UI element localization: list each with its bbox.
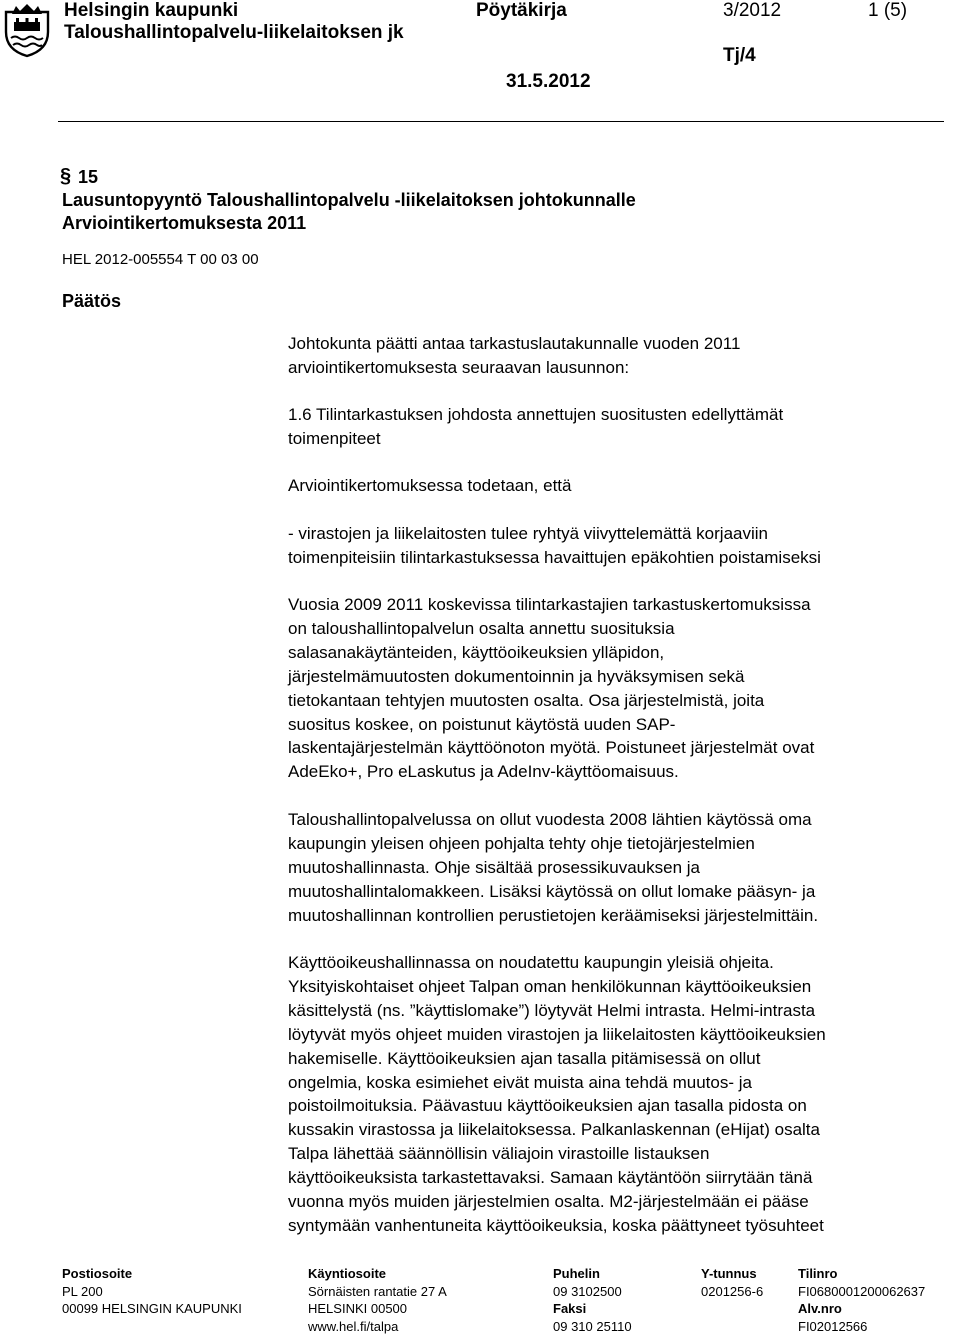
paragraph-1: [288, 593, 814, 784]
text-line: Yksityiskohtaiset ohjeet Talpan oman henkilökunnan käyttöoikeuksien: [288, 975, 826, 999]
text-line: kaupungin yleisen ohjeen pohjalta tehty ohje tietojärjestelmien: [288, 832, 818, 856]
footer-label: Käyntiosoite: [308, 1265, 447, 1283]
paragraph-2: [288, 808, 818, 928]
footer-value: 0201256-6: [701, 1283, 763, 1301]
footer-website-link[interactable]: www.hel.fi/talpa: [308, 1318, 447, 1335]
text-line: kussakin virastossa ja liikelaitoksessa. Palkanlaskennan (eHijat) osalta: [288, 1118, 826, 1142]
case-id: HEL 2012-005554 T 00 03 00: [62, 248, 259, 272]
text-line: poistoilmoituksia. Päävastuu käyttöoikeuksien ajan tasalla pidosta on: [288, 1094, 826, 1118]
footer-label: Alv.nro: [798, 1300, 925, 1318]
org-name: Helsingin kaupunki: [64, 0, 238, 22]
footer-account: [798, 1265, 925, 1335]
header-divider: [58, 121, 944, 122]
footer-value: Sörnäisten rantatie 27 A: [308, 1283, 447, 1301]
svg-text:§: §: [60, 165, 71, 186]
text-line: muutoshallinnan kontrollien perustietojen keräämiseksi järjestelmittäin.: [288, 904, 818, 928]
text-line: toimenpiteisiin tilintarkastuksessa havaittujen epäkohtien poistamiseksi: [288, 546, 821, 570]
text-line: 1.6 Tilintarkastuksen johdosta annettujen suositusten edellyttämät: [288, 403, 783, 427]
text-line: vuonna myös muiden järjestelmien osalta. M2-järjestelmään ei pääse: [288, 1190, 826, 1214]
text-line: muutoshallintalomakkeen. Lisäksi käytössä on ollut lomake pääsyn- ja: [288, 880, 818, 904]
footer-phone: [553, 1265, 632, 1335]
text-line: Johtokunta päätti antaa tarkastuslautakunnalle vuoden 2011: [288, 332, 740, 356]
text-line: syntymään vanhentuneita käyttöoikeuksia, koska päättyneet työsuhteet: [288, 1214, 826, 1238]
text-line: käyttöoikeuksista tarkastettavaksi. Samaan käytäntöön siirrytään tänä: [288, 1166, 826, 1190]
section-title-line2: Arviointikertomuksesta 2011: [62, 211, 306, 235]
text-line: löytyvät myös ohjeet muiden virastojen ja liikelaitosten käyttöoikeuksien: [288, 1023, 826, 1047]
footer-value: PL 200: [62, 1283, 242, 1301]
paragraph-3: [288, 951, 826, 1238]
text-line: - virastojen ja liikelaitosten tulee ryhtyä viivyttelemättä korjaaviin: [288, 522, 821, 546]
intro-paragraph: [288, 332, 740, 380]
text-line: tietokantaan tehtyjen muutosten osalta. Osa järjestelmistä, joita: [288, 689, 814, 713]
footer-label: Puhelin: [553, 1265, 632, 1283]
helsinki-crest-logo: [2, 2, 52, 58]
department-name: Taloushallintopalvelu-liikelaitoksen jk: [64, 22, 404, 44]
meeting-date: 31.5.2012: [506, 71, 591, 93]
text-line: Arviointikertomuksessa todetaan, että: [288, 474, 571, 498]
bullet-paragraph: [288, 522, 821, 570]
footer-value: FI0680001200062637: [798, 1283, 925, 1301]
text-line: on taloushallintopalvelun osalta annettu suosituksia: [288, 617, 814, 641]
footer-label: Postiosoite: [62, 1265, 242, 1283]
text-line: suositus koskee, on poistunut käytöstä uuden SAP-: [288, 713, 814, 737]
footer-value: FI02012566: [798, 1318, 925, 1335]
text-line: laskentajärjestelmän käyttöönoton myötä. Poistuneet järjestelmät ovat: [288, 736, 814, 760]
footer-visiting-address: [308, 1265, 447, 1335]
text-line: Taloushallintopalvelussa on ollut vuodesta 2008 lähtien käytössä oma: [288, 808, 818, 832]
text-line: toimenpiteet: [288, 427, 783, 451]
section-symbol-icon: [60, 164, 74, 186]
page-number: 1 (5): [868, 0, 907, 22]
section-number: 15: [78, 165, 98, 189]
section-title-line1: Lausuntopyyntö Taloushallintopalvelu -liikelaitoksen johtokunnalle: [62, 188, 636, 212]
footer-value: 00099 HELSINGIN KAUPUNKI: [62, 1300, 242, 1318]
footer-value: 09 310 25110: [553, 1318, 632, 1335]
footer-label: Faksi: [553, 1300, 632, 1318]
footer-postal-address: [62, 1265, 242, 1318]
text-line: ongelmia, koska esimiehet eivät muista aina tehdä muutos- ja: [288, 1071, 826, 1095]
text-line: Talpa lähettää säännöllisin väliajoin virastoille listauksen: [288, 1142, 826, 1166]
document-type: Pöytäkirja: [476, 0, 567, 22]
document-number: 3/2012: [723, 0, 781, 22]
footer-business-id: [701, 1265, 763, 1300]
text-line: Käyttöoikeushallinnassa on noudatettu kaupungin yleisiä ohjeita.: [288, 951, 826, 975]
text-line: Vuosia 2009 2011 koskevissa tilintarkastajien tarkastuskertomuksissa: [288, 593, 814, 617]
footer-label: Tilinro: [798, 1265, 925, 1283]
footer-value: HELSINKI 00500: [308, 1300, 447, 1318]
subheading-paragraph: [288, 403, 783, 451]
text-line: salasanakäytänteiden, käyttöoikeuksien ylläpidon,: [288, 641, 814, 665]
text-line: arviointikertomuksesta seuraavan lausunnon:: [288, 356, 740, 380]
text-line: hakemiselle. Käyttöoikeuksien ajan tasalla pitämisessä on ollut: [288, 1047, 826, 1071]
decision-label: Päätös: [62, 289, 121, 313]
text-line: käsittelystä (ns. ”käyttislomake”) löytyvät Helmi intrasta. Helmi-intrasta: [288, 999, 826, 1023]
footer-value: 09 3102500: [553, 1283, 632, 1301]
text-line: AdeEko+, Pro eLaskutus ja AdeInv-käyttöomaisuus.: [288, 760, 814, 784]
footer-label: Y-tunnus: [701, 1265, 763, 1283]
statement-paragraph: [288, 474, 571, 498]
reference-code: Tj/4: [723, 45, 756, 67]
text-line: muutoshallinnasta. Ohje sisältää prosessikuvauksen ja: [288, 856, 818, 880]
text-line: järjestelmämuutosten dokumentoinnin ja hyväksymisen sekä: [288, 665, 814, 689]
